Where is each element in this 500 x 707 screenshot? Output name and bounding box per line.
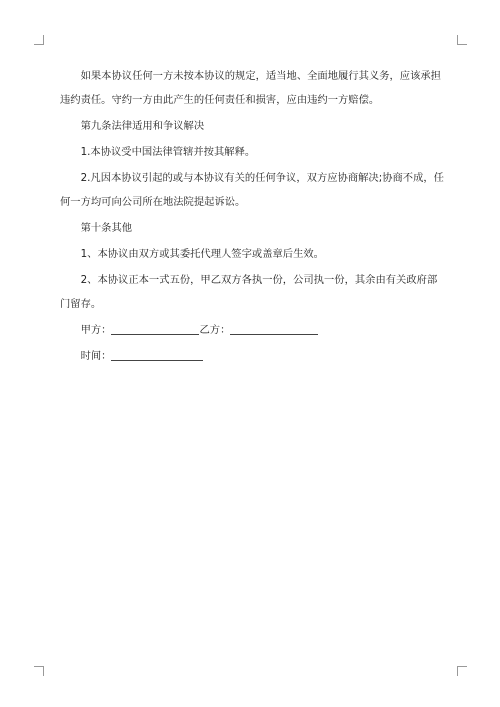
party-a-label: 甲方： bbox=[80, 324, 112, 336]
time-line bbox=[111, 348, 203, 361]
time-label: 时间： bbox=[80, 350, 112, 362]
corner-mark-top-left bbox=[34, 35, 44, 45]
paragraph-copies: 2、本协议正本一式五份，甲乙双方各执一份，公司执一份，其余由有关政府部门留存。 bbox=[60, 274, 438, 310]
heading-article-10: 第十条其他 bbox=[80, 222, 133, 234]
party-a-signature-line bbox=[111, 322, 199, 335]
paragraph-governing-law: 1.本协议受中国法律管辖并按其解释。 bbox=[80, 146, 256, 158]
paragraph-effectiveness: 1、本协议由双方或其委托代理人签字或盖章后生效。 bbox=[80, 248, 324, 260]
heading-article-9: 第九条法律适用和争议解决 bbox=[80, 120, 205, 132]
corner-mark-bottom-left bbox=[34, 666, 44, 676]
party-b-signature-line bbox=[230, 322, 318, 335]
party-b-label: 乙方： bbox=[199, 324, 231, 336]
paragraph-dispute-resolution: 2.凡因本协议引起的或与本协议有关的任何争议，双方应协商解决;协商不成，任何一方均可向公司所在地法院提起诉讼。 bbox=[60, 172, 444, 208]
corner-mark-top-right bbox=[457, 35, 467, 45]
signature-time-row bbox=[60, 344, 445, 368]
corner-mark-bottom-right bbox=[457, 666, 467, 676]
signature-parties-row bbox=[60, 318, 445, 342]
document-body bbox=[60, 64, 445, 370]
paragraph-breach-liability: 如果本协议任何一方未按本协议的规定，适当地、全面地履行其义务，应该承担违约责任。守约一方由此产生的任何责任和损害，应由违约一方赔偿。 bbox=[60, 70, 441, 106]
